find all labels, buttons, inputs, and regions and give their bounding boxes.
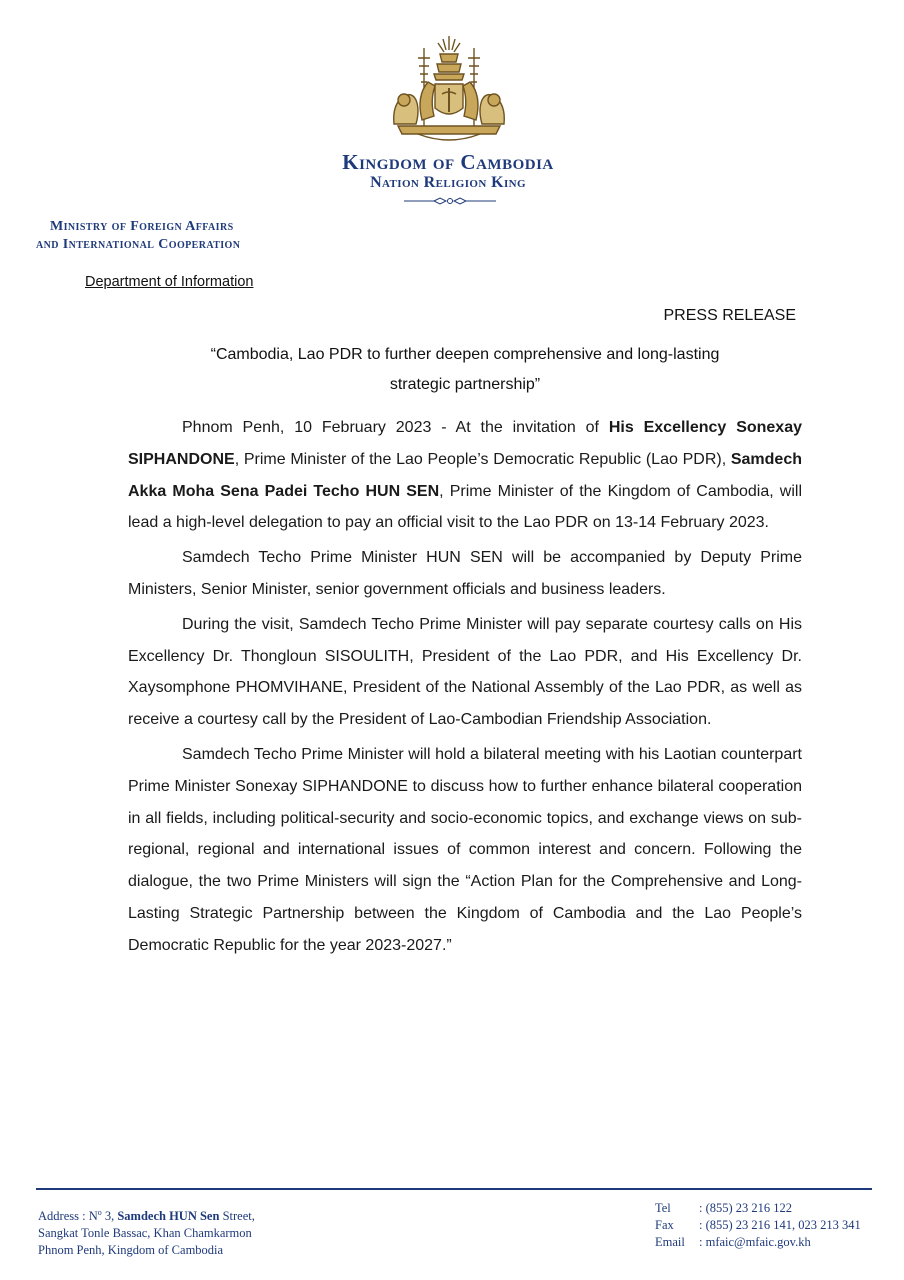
address-number: 3, [101, 1209, 118, 1224]
ministry-line-1: Ministry of Foreign Affairs [50, 219, 234, 234]
p1-host-name: His Excellency Sonexay SIPHANDONE [128, 419, 803, 468]
p1-visitor-name: Samdech Akka Moha Sena Padei Techo HUN SEN [128, 450, 802, 500]
press-release-body [128, 412, 802, 965]
department-label: Department of Information [85, 274, 254, 290]
address-street-suffix: Street, [219, 1209, 255, 1224]
p1-text-c: , Prime Minister of the Lao People’s Democratic Republic (Lao PDR), [234, 450, 731, 468]
national-motto: Nation Religion King [370, 174, 526, 191]
tel-value: : (855) 23 216 122 [699, 1201, 793, 1215]
ministry-name [36, 218, 240, 254]
address-line-2: Sangkat Tonle Bassac, Khan Chamkarmon [38, 1226, 252, 1241]
p1-text-a: Phnom Penh, 10 February 2023 - At the invitation of [182, 419, 609, 436]
contact-fax [655, 1217, 895, 1234]
footer-address [38, 1204, 338, 1259]
fax-label: Fax [655, 1218, 674, 1232]
p1-text-e: , Prime Minister of the Kingdom of Cambodia, will lead a high-level delegation to pay an official visit to the Lao PDR on 13-14 February 2023. [128, 482, 802, 532]
paragraph-2: Samdech Techo Prime Minister HUN SEN will be accompanied by Deputy Prime Ministers, Senior Minister, senior government officials and business leaders. [128, 549, 802, 598]
fax-value: : (855) 23 216 141, 023 213 341 [699, 1218, 861, 1232]
address-prefix: Address : N [38, 1209, 98, 1224]
address-line-3: Phnom Penh, Kingdom of Cambodia [38, 1243, 224, 1258]
paragraph-1 [128, 412, 802, 539]
royal-coat-of-arms-icon [388, 34, 510, 146]
tel-label: Tel [655, 1201, 671, 1215]
document-type: PRESS RELEASE [663, 307, 796, 324]
paragraph-3: During the visit, Samdech Techo Prime Minister will pay separate courtesy calls on His Excellency Dr. Thongloun SISOULITH, President of the Lao PDR, and His Excellency Dr. Xaysomphone PHOMVIHANE, President of the National Assembly of the Lao PDR, as well as receive a courtesy call by the President of Lao-Cambodian Friendship Association. [128, 615, 802, 729]
headline-line-1: “Cambodia, Lao PDR to further deepen comprehensive and long-lasting [210, 346, 720, 363]
contact-tel [655, 1200, 895, 1217]
email-label: Email [655, 1235, 685, 1249]
press-release-headline [128, 340, 802, 400]
email-value[interactable]: : mfaic@mfaic.gov.kh [699, 1235, 811, 1249]
headline-line-2: strategic partnership” [389, 376, 541, 393]
kingdom-name: Kingdom of Cambodia [342, 150, 554, 174]
ornament-divider-icon [404, 196, 496, 206]
address-sup: o [97, 1208, 102, 1217]
contact-email [655, 1234, 895, 1251]
address-line-1 [38, 1204, 338, 1225]
paragraph-4: Samdech Techo Prime Minister will hold a bilateral meeting with his Laotian counterpart Prime Minister Sonexay SIPHANDONE to discuss how to further enhance bilateral cooperation in all fields, including political-security and socio-economic topics, and exchange views on sub-regional, regional and international issues of common interest and concern. Following the dialogue, the two Prime Ministers will sign the “Action Plan for the Comprehensive and Long-Lasting Strategic Partnership between the Kingdom of Cambodia and the Lao People’s Democratic Republic for the year 2023-2027.” [128, 745, 802, 954]
footer-divider [36, 1188, 872, 1190]
ministry-line-2: and International Cooperation [36, 237, 241, 252]
footer-contact [655, 1200, 895, 1251]
address-street-name: Samdech HUN Sen [117, 1209, 220, 1224]
